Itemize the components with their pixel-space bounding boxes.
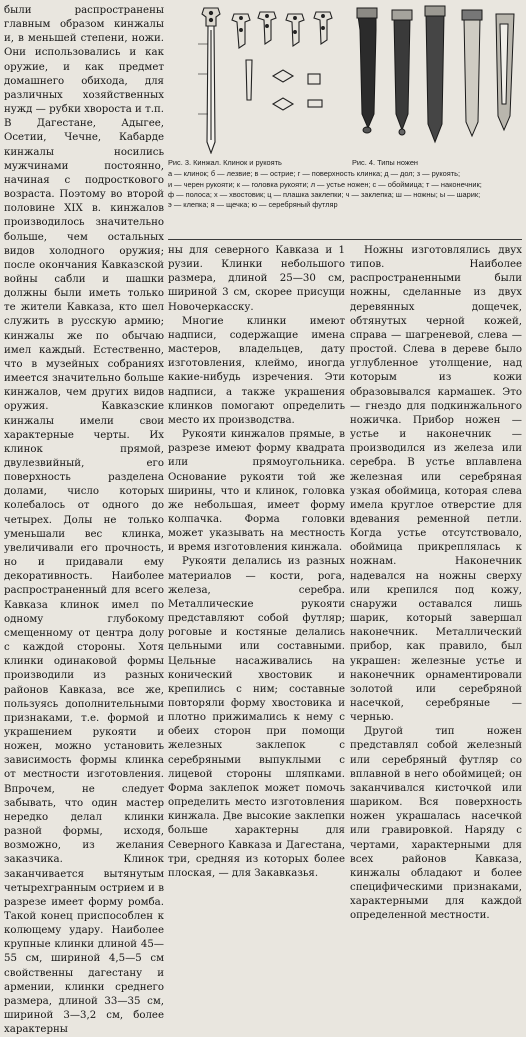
- caption-legend-line: ф — полоса; х — хвостовик; ц — плашка заклепки; ч — заклепка; ш — ножны; ы — шарик;: [168, 189, 481, 199]
- paragraph: Ножны изготовлялись двух типов. Наиболее распространенными были ножны, сделанные из двух деревянных дощечек, обтянутых черной кожей, справа — шагреневой, слева — простой. Слева в дереве было углубленное утолщение, над которым из кожи образовывался кармашек. Это — гнездо для подкинжального ножичка. Прибор ножен — устье и наконечник — производился из железа или серебра. В устье вплавлена железная или серебряная узкая обоймица, которая слева имела круглое отверстие для вдевания ременной петли. Когда устье отсутствовало, обоймица прикреплялась к ножнам. Наконечник надевался на ножны сверху или крепился под кожу, снаружи оставался лишь шарик, который завершал наконечник. Металлический прибор, как правило, был украшен: железные устье и наконечник орнаментировали золотой или серебряной насечкой, серебряные — чернью.: [350, 245, 522, 724]
- paragraph: Многие клинки имеют надписи, содержащие имена мастеров, владельцев, дату изготовления, клеймо, иногда какие-нибудь изречения. Эти надписи, а также украшения клинков помогают определить место их производства.: [168, 315, 345, 426]
- paragraph: Рукояти кинжалов прямые, в разрезе имеют форму квадрата или прямоугольника. Основание рукояти той же ширины, что и клинок, головка же небольшая, имеет форму колпачка. Форма головки может указывать на местность и время изготовления кинжала.: [168, 429, 345, 554]
- caption-legend-line: э — клепка; я — щечка; ю — серебряный футляр: [168, 200, 338, 210]
- text-column-middle: [168, 244, 345, 881]
- dagger-blades-and-handles-drawing: [168, 4, 343, 154]
- figures-area: [168, 4, 522, 154]
- text-column-left: [4, 4, 164, 1037]
- paragraph: были распространены главным образом кинжалы и, в меньшей степени, ножи. Они использовались и как оружие, и как предмет домашнего обихода, для различных хозяйственных нужд — рубки хвороста и т.п. В Дагестане, Адыгее, Осетии, Чечне, Кабарде кинжалы носились мужчинами постоянно, начиная с подросткового возраста. Поэтому во второй половине XIX в. кинжалов производилось значительно больше, чем остальных видов холодного оружия; после окончания Кавказской войны сабли и шашки должны были иметь только те жители Кавказа, кто шел служить в русскую армию; кинжалы же по обычаю имел каждый. Естественно, что в музейных собраниях имеется значительно больше кинжалов, чем других видов оружия. Кавказские кинжалы имели свои характерные черты. Их клинок прямой, двулезвийный, его поверхность разделена долами, число которых колебалось от одного до четырех. Долы не только уменьшали вес клинка, увеличивали его прочность, но и придавали ему декоративность. Наиболее распространенный для всего Кавказа клинок имел по одному глубокому смещенному от центра долу с каждой стороны. Хотя клинки одинаковой формы производили из разных районов Кавказа, все же, пользуясь дополнительными признаками, т.е. формой и украшением рукояти и ножен, можно установить зависимость формы клинка от местности изготовления. Впрочем, не следует забывать, что один мастер нередко делал клинки разной формы, исходя, возможно, из желания заказчика. Клинок заканчивается вытянутым четырехгранным острием и в разрезе имеет форму ромба. Такой конец приспособлен к колющему удару. Наиболее крупные клинки длиной 45—55 см, шириной 4,5—5 см свойственны дагестану и армении, клинки среднего размера, длиной 33—35 см, шириной 3—3,2 см, более характерны: [4, 5, 164, 1036]
- paragraph: Рукояти делались из разных материалов — кости, рога, железа, серебра. Металлические рукояти представляют собой футляр; роговые и костяные делались цельными или составными. Цельные насаживались на конический хвостовик и крепились с ним; составные повторяли форму хвостовика и плотно прижимались к нему с обеих сторон при помощи железных заклепок с серебряными выпуклыми с лицевой стороны шляпками. Форма заклепок может помочь определить место изготовления кинжала. Две высокие заклепки больше характерны для Северного Кавказа и Дагестана, три, средняя из которых более плоская, — для Закавказья.: [168, 556, 345, 879]
- caption-divider: [168, 239, 522, 240]
- figure-4-title: Рис. 4. Типы ножен: [352, 158, 419, 167]
- figure-captions: [168, 158, 522, 210]
- caption-legend-line: а — клинок; б — лезвие; в — острие; г — поверхность клинка; д — дол; з — рукоять;: [168, 169, 461, 179]
- figure-3-title: Рис. 3. Кинжал. Клинок и рукоять: [168, 158, 282, 167]
- caption-titles: [168, 158, 522, 168]
- knife-sheath-types-drawing: [346, 4, 522, 154]
- text-column-right: [350, 244, 522, 924]
- paragraph: Другой тип ножен представлял собой железный или серебряный футляр со вплавной в него обоймицей; он заканчивался кисточкой или шариком. Вся поверхность ножен украшалась насечкой или гравировкой. Наряду с чертами, характерными для всех районов Кавказа, кинжалы обладают и более специфическими признаками, характерными для каждой определенной местности.: [350, 726, 522, 922]
- paragraph: ны для северного Кавказа и 1 рузии. Клинки небольшого размера, длиной 25—30 см, шириной 3 см, скорее присущи Новочеркасску.: [168, 245, 345, 313]
- caption-legend-line: и — черен рукояти; к — головка рукояти; л — устье ножен; с — обоймица; т — наконечник;: [168, 179, 482, 189]
